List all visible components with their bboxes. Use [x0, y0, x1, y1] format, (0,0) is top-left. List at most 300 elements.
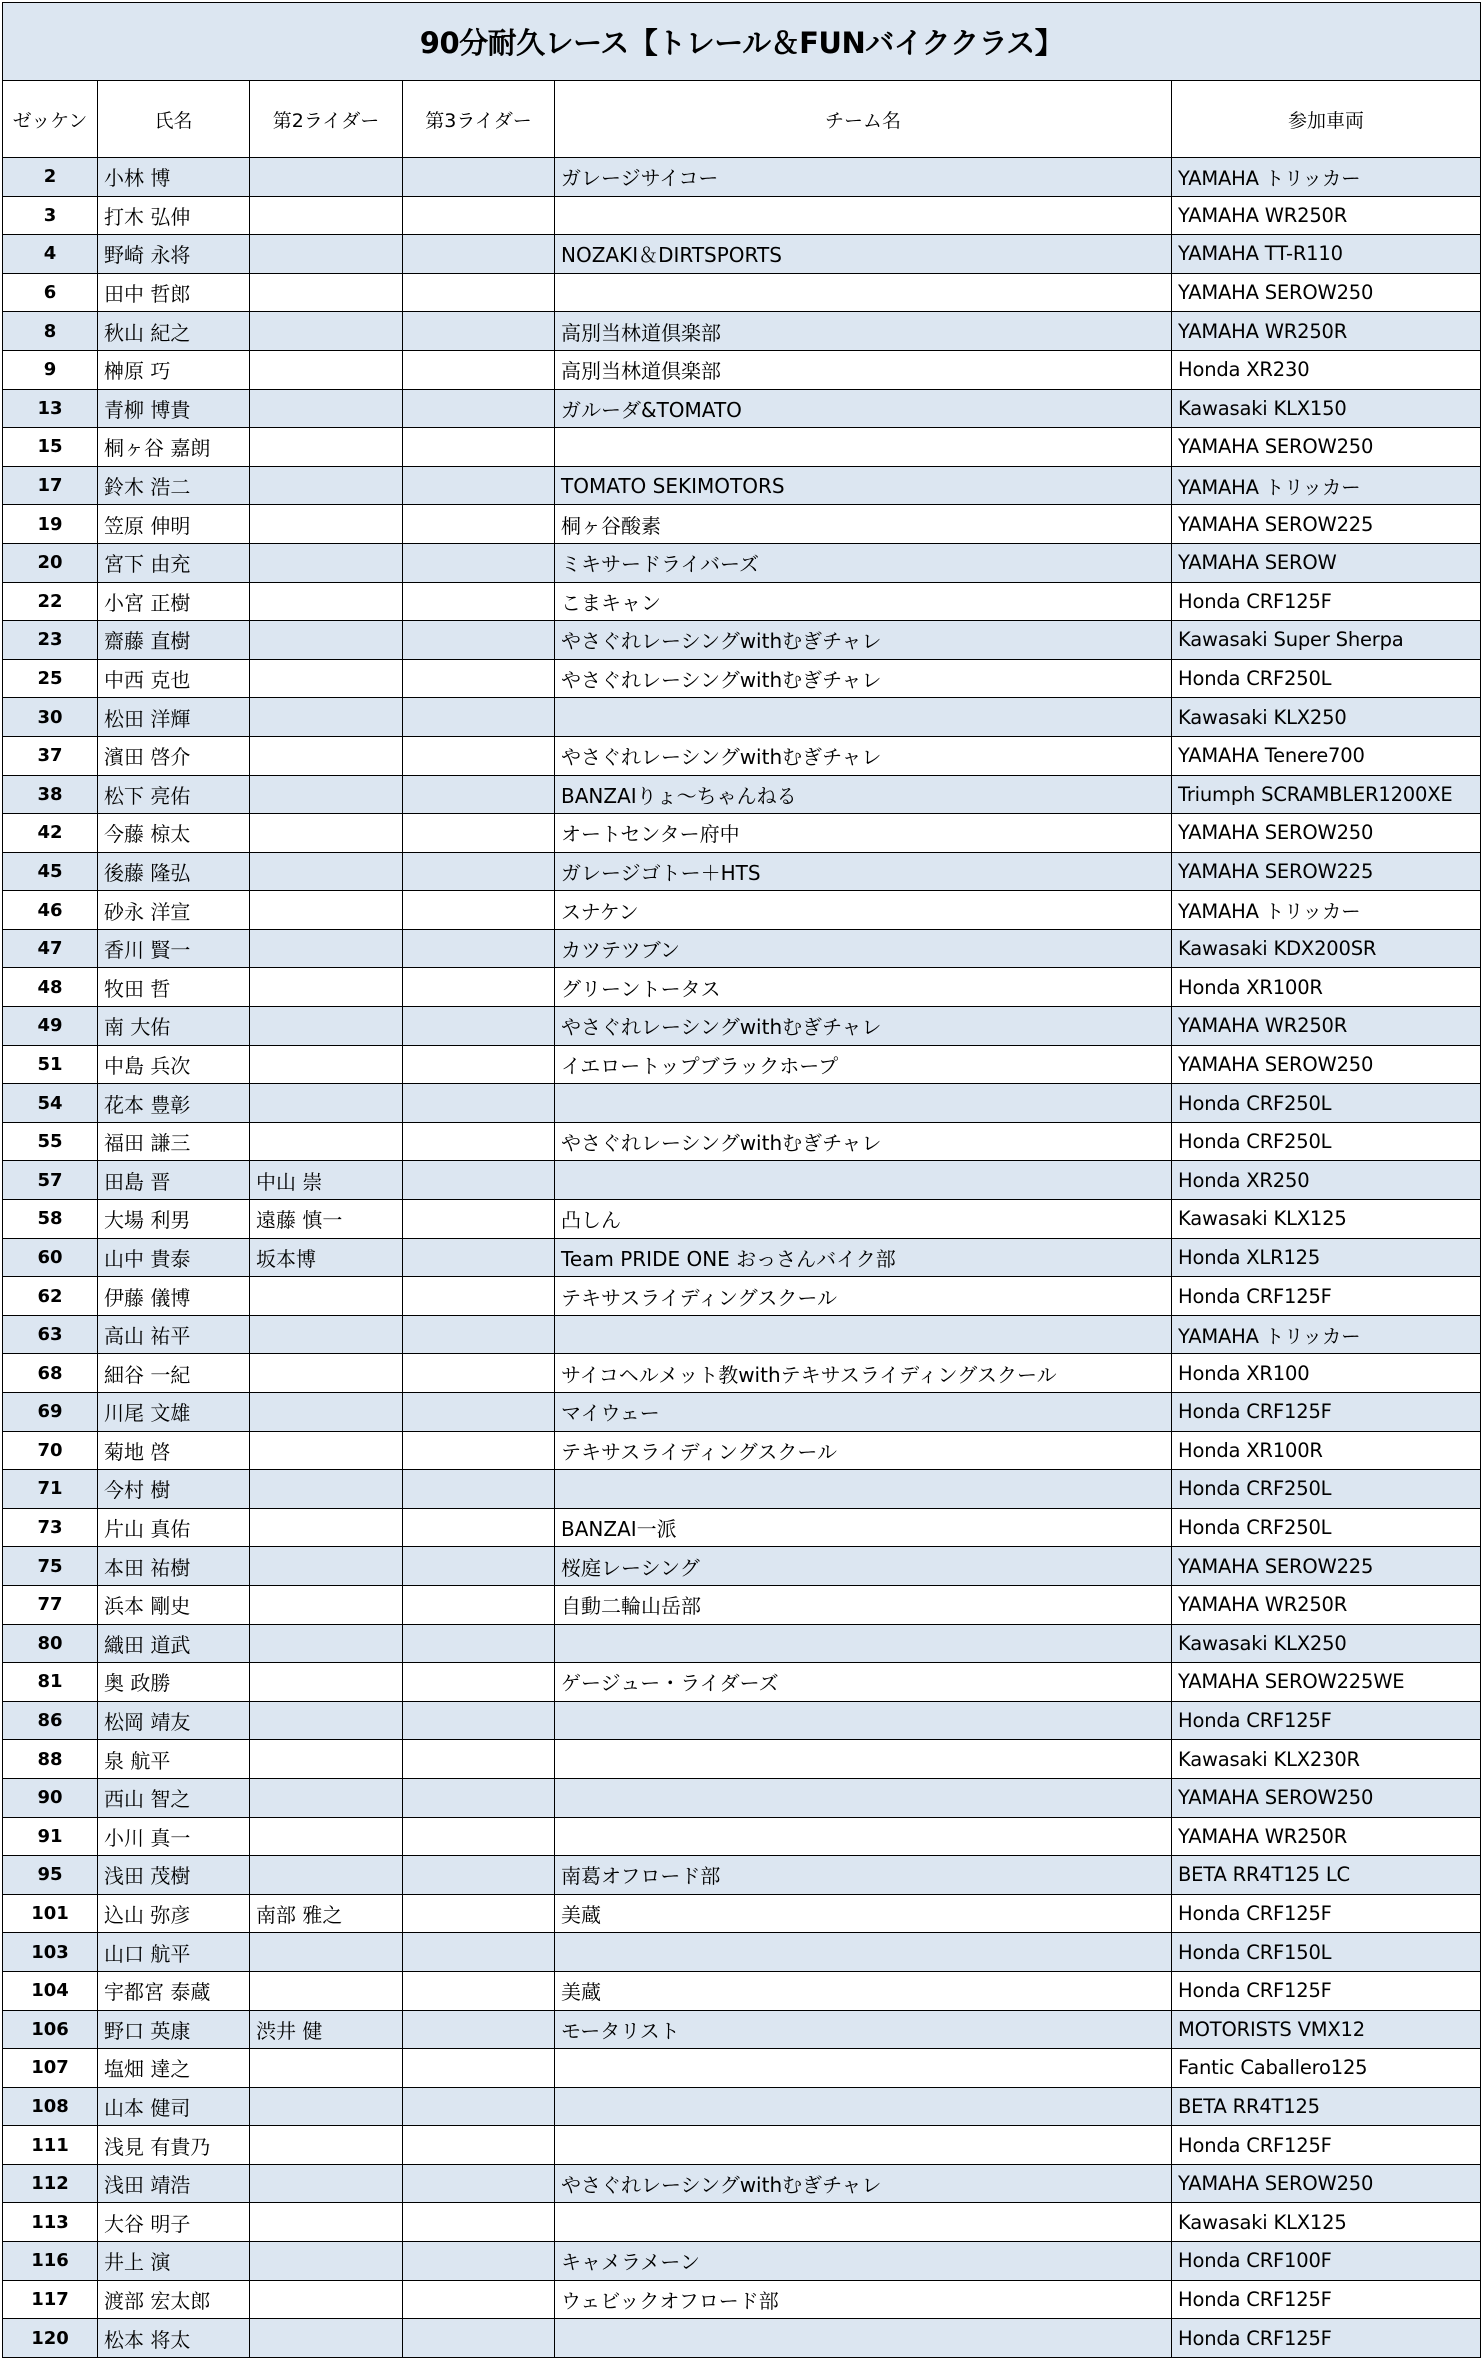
team-name-cell: マイウェー — [555, 1393, 1172, 1432]
bib-number-cell: 9 — [3, 350, 98, 389]
table-row — [3, 2242, 1481, 2281]
team-name-cell: ゲージュー・ライダーズ — [555, 1663, 1172, 1702]
third-rider-cell — [403, 2280, 555, 2319]
bib-number-cell: 117 — [3, 2280, 98, 2319]
second-rider-cell — [250, 196, 403, 235]
team-name-cell — [555, 428, 1172, 467]
team-name-cell — [555, 1817, 1172, 1856]
third-rider-cell — [403, 466, 555, 505]
third-rider-cell — [403, 2164, 555, 2203]
table-row — [3, 1817, 1481, 1856]
bib-number-cell: 108 — [3, 2087, 98, 2126]
rider-name-cell: 齋藤 直樹 — [98, 621, 250, 660]
vehicle-cell: YAMAHA トリッカー — [1172, 158, 1481, 197]
vehicle-cell: Honda CRF125F — [1172, 1971, 1481, 2010]
team-name-cell: 自動二輪山岳部 — [555, 1585, 1172, 1624]
second-rider-cell — [250, 2319, 403, 2358]
team-name-cell — [555, 2126, 1172, 2165]
third-rider-cell — [403, 698, 555, 737]
third-rider-cell — [403, 312, 555, 351]
third-rider-cell — [403, 350, 555, 389]
team-name-cell: やさぐれレーシングwithむぎチャレ — [555, 1122, 1172, 1161]
vehicle-cell: Kawasaki KLX125 — [1172, 2203, 1481, 2242]
second-rider-cell — [250, 1701, 403, 1740]
vehicle-cell: Kawasaki KLX250 — [1172, 1624, 1481, 1663]
team-name-cell — [555, 1470, 1172, 1509]
table-row — [3, 1084, 1481, 1123]
third-rider-cell — [403, 1470, 555, 1509]
vehicle-cell: Honda CRF100F — [1172, 2242, 1481, 2281]
vehicle-cell: YAMAHA SEROW225 — [1172, 1547, 1481, 1586]
vehicle-cell: YAMAHA SEROW225 — [1172, 505, 1481, 544]
rider-name-cell: 小宮 正樹 — [98, 582, 250, 621]
third-rider-cell — [403, 1778, 555, 1817]
rider-name-cell: 浅田 茂樹 — [98, 1856, 250, 1895]
bib-number-cell: 46 — [3, 891, 98, 930]
second-rider-cell — [250, 1547, 403, 1586]
third-rider-cell — [403, 2049, 555, 2088]
bib-number-cell: 70 — [3, 1431, 98, 1470]
second-rider-cell — [250, 1778, 403, 1817]
rider-name-cell: 榊原 巧 — [98, 350, 250, 389]
second-rider-cell — [250, 2164, 403, 2203]
third-rider-cell — [403, 1431, 555, 1470]
rider-name-cell: 本田 祐樹 — [98, 1547, 250, 1586]
team-name-cell: TOMATO SEKIMOTORS — [555, 466, 1172, 505]
third-rider-cell — [403, 736, 555, 775]
team-name-cell: やさぐれレーシングwithむぎチャレ — [555, 736, 1172, 775]
table-row — [3, 1740, 1481, 1779]
third-rider-cell — [403, 582, 555, 621]
table-row — [3, 2049, 1481, 2088]
team-name-cell — [555, 1084, 1172, 1123]
team-name-cell: ガルーダ&TOMATO — [555, 389, 1172, 428]
bib-number-cell: 2 — [3, 158, 98, 197]
team-name-cell: スナケン — [555, 891, 1172, 930]
third-rider-cell — [403, 891, 555, 930]
vehicle-cell: YAMAHA Tenere700 — [1172, 736, 1481, 775]
bib-number-cell: 19 — [3, 505, 98, 544]
second-rider-cell: 渋井 健 — [250, 2010, 403, 2049]
table-row — [3, 1277, 1481, 1316]
second-rider-cell — [250, 1856, 403, 1895]
rider-name-cell: 高山 祐平 — [98, 1315, 250, 1354]
table-row — [3, 2126, 1481, 2165]
vehicle-cell: Honda CRF125F — [1172, 2319, 1481, 2358]
bib-number-cell: 112 — [3, 2164, 98, 2203]
team-name-cell: 高別当林道倶楽部 — [555, 350, 1172, 389]
bib-number-cell: 58 — [3, 1200, 98, 1239]
team-name-cell: ウェビックオフロード部 — [555, 2280, 1172, 2319]
bib-number-cell: 17 — [3, 466, 98, 505]
vehicle-cell: Honda CRF125F — [1172, 2126, 1481, 2165]
vehicle-cell: BETA RR4T125 LC — [1172, 1856, 1481, 1895]
second-rider-cell — [250, 1470, 403, 1509]
bib-number-cell: 3 — [3, 196, 98, 235]
second-rider-cell — [250, 350, 403, 389]
second-rider-cell — [250, 1740, 403, 1779]
second-rider-cell — [250, 1315, 403, 1354]
table-row — [3, 2010, 1481, 2049]
third-rider-cell — [403, 814, 555, 853]
rider-name-cell: 打木 弘伸 — [98, 196, 250, 235]
second-rider-cell — [250, 1354, 403, 1393]
second-rider-cell — [250, 1084, 403, 1123]
vehicle-cell: YAMAHA SEROW250 — [1172, 1778, 1481, 1817]
team-name-cell: 桐ヶ谷酸素 — [555, 505, 1172, 544]
team-name-cell — [555, 196, 1172, 235]
column-header-name: 氏名 — [98, 81, 250, 158]
vehicle-cell: Honda XR100R — [1172, 968, 1481, 1007]
table-row — [3, 1585, 1481, 1624]
bib-number-cell: 15 — [3, 428, 98, 467]
rider-name-cell: 井上 演 — [98, 2242, 250, 2281]
third-rider-cell — [403, 1277, 555, 1316]
third-rider-cell — [403, 1701, 555, 1740]
team-name-cell: NOZAKI＆DIRTSPORTS — [555, 235, 1172, 274]
bib-number-cell: 120 — [3, 2319, 98, 2358]
vehicle-cell: Honda CRF125F — [1172, 1277, 1481, 1316]
vehicle-cell: BETA RR4T125 — [1172, 2087, 1481, 2126]
third-rider-cell — [403, 968, 555, 1007]
rider-name-cell: 南 大佑 — [98, 1007, 250, 1046]
team-name-cell: ミキサードライバーズ — [555, 543, 1172, 582]
team-name-cell: 美蔵 — [555, 1971, 1172, 2010]
third-rider-cell — [403, 1084, 555, 1123]
team-name-cell: カツテツブン — [555, 929, 1172, 968]
third-rider-cell — [403, 1971, 555, 2010]
team-name-cell: 南葛オフロード部 — [555, 1856, 1172, 1895]
table-row — [3, 2164, 1481, 2203]
bib-number-cell: 91 — [3, 1817, 98, 1856]
team-name-cell — [555, 273, 1172, 312]
bib-number-cell: 13 — [3, 389, 98, 428]
table-row — [3, 235, 1481, 274]
second-rider-cell — [250, 1817, 403, 1856]
third-rider-cell — [403, 1161, 555, 1200]
second-rider-cell — [250, 929, 403, 968]
team-name-cell: 凸しん — [555, 1200, 1172, 1239]
second-rider-cell — [250, 736, 403, 775]
bib-number-cell: 63 — [3, 1315, 98, 1354]
team-name-cell — [555, 698, 1172, 737]
vehicle-cell: Honda XR100R — [1172, 1431, 1481, 1470]
vehicle-cell: Kawasaki KLX250 — [1172, 698, 1481, 737]
team-name-cell — [555, 1701, 1172, 1740]
bib-number-cell: 104 — [3, 1971, 98, 2010]
bib-number-cell: 75 — [3, 1547, 98, 1586]
second-rider-cell — [250, 2280, 403, 2319]
entry-list-table — [2, 2, 1481, 2358]
rider-name-cell: 宇都宮 泰蔵 — [98, 1971, 250, 2010]
table-row — [3, 350, 1481, 389]
bib-number-cell: 25 — [3, 659, 98, 698]
rider-name-cell: 野口 英康 — [98, 2010, 250, 2049]
third-rider-cell — [403, 389, 555, 428]
table-row — [3, 891, 1481, 930]
table-row — [3, 1045, 1481, 1084]
bib-number-cell: 60 — [3, 1238, 98, 1277]
team-name-cell: やさぐれレーシングwithむぎチャレ — [555, 1007, 1172, 1046]
team-name-cell — [555, 1161, 1172, 1200]
bib-number-cell: 4 — [3, 235, 98, 274]
vehicle-cell: YAMAHA SEROW250 — [1172, 1045, 1481, 1084]
rider-name-cell: 牧田 哲 — [98, 968, 250, 1007]
rider-name-cell: 伊藤 儀博 — [98, 1277, 250, 1316]
bib-number-cell: 69 — [3, 1393, 98, 1432]
bib-number-cell: 101 — [3, 1894, 98, 1933]
third-rider-cell — [403, 2126, 555, 2165]
third-rider-cell — [403, 1585, 555, 1624]
third-rider-cell — [403, 775, 555, 814]
vehicle-cell: YAMAHA SEROW250 — [1172, 2164, 1481, 2203]
third-rider-cell — [403, 1547, 555, 1586]
team-name-cell: やさぐれレーシングwithむぎチャレ — [555, 621, 1172, 660]
rider-name-cell: 片山 真佑 — [98, 1508, 250, 1547]
bib-number-cell: 62 — [3, 1277, 98, 1316]
rider-name-cell: 浅見 有貴乃 — [98, 2126, 250, 2165]
rider-name-cell: 桐ヶ谷 嘉朗 — [98, 428, 250, 467]
bib-number-cell: 6 — [3, 273, 98, 312]
rider-name-cell: 野崎 永将 — [98, 235, 250, 274]
bib-number-cell: 103 — [3, 1933, 98, 1972]
team-name-cell — [555, 2087, 1172, 2126]
table-row — [3, 273, 1481, 312]
table-row — [3, 1238, 1481, 1277]
table-row — [3, 196, 1481, 235]
second-rider-cell — [250, 775, 403, 814]
table-row — [3, 968, 1481, 1007]
bib-number-cell: 8 — [3, 312, 98, 351]
bib-number-cell: 68 — [3, 1354, 98, 1393]
second-rider-cell — [250, 1971, 403, 2010]
vehicle-cell: YAMAHA WR250R — [1172, 1817, 1481, 1856]
table-row — [3, 1547, 1481, 1586]
rider-name-cell: 浅田 靖浩 — [98, 2164, 250, 2203]
table-row — [3, 659, 1481, 698]
second-rider-cell — [250, 505, 403, 544]
third-rider-cell — [403, 621, 555, 660]
third-rider-cell — [403, 852, 555, 891]
vehicle-cell: Honda CRF125F — [1172, 2280, 1481, 2319]
rider-name-cell: 小川 真一 — [98, 1817, 250, 1856]
team-name-cell: BANZAIりょ～ちゃんねる — [555, 775, 1172, 814]
table-row — [3, 505, 1481, 544]
rider-name-cell: 中島 兵次 — [98, 1045, 250, 1084]
vehicle-cell: Kawasaki KLX150 — [1172, 389, 1481, 428]
bib-number-cell: 47 — [3, 929, 98, 968]
table-row — [3, 1701, 1481, 1740]
rider-name-cell: 松下 亮佑 — [98, 775, 250, 814]
rider-name-cell: 青柳 博貴 — [98, 389, 250, 428]
rider-name-cell: 奥 政勝 — [98, 1663, 250, 1702]
second-rider-cell — [250, 2087, 403, 2126]
table-row — [3, 1161, 1481, 1200]
team-name-cell: やさぐれレーシングwithむぎチャレ — [555, 2164, 1172, 2203]
vehicle-cell: YAMAHA SEROW225WE — [1172, 1663, 1481, 1702]
vehicle-cell: YAMAHA WR250R — [1172, 1585, 1481, 1624]
rider-name-cell: 秋山 紀之 — [98, 312, 250, 351]
table-row — [3, 2319, 1481, 2358]
bib-number-cell: 88 — [3, 1740, 98, 1779]
vehicle-cell: YAMAHA WR250R — [1172, 196, 1481, 235]
rider-name-cell: 花本 豊彰 — [98, 1084, 250, 1123]
bib-number-cell: 90 — [3, 1778, 98, 1817]
team-name-cell: テキサスライディングスクール — [555, 1277, 1172, 1316]
bib-number-cell: 80 — [3, 1624, 98, 1663]
rider-name-cell: 松田 洋輝 — [98, 698, 250, 737]
bib-number-cell: 54 — [3, 1084, 98, 1123]
bib-number-cell: 38 — [3, 775, 98, 814]
table-row — [3, 1007, 1481, 1046]
vehicle-cell: Honda CRF250L — [1172, 1122, 1481, 1161]
bib-number-cell: 49 — [3, 1007, 98, 1046]
table-row — [3, 1894, 1481, 1933]
second-rider-cell — [250, 2203, 403, 2242]
team-name-cell: オートセンター府中 — [555, 814, 1172, 853]
table-row — [3, 2203, 1481, 2242]
table-row — [3, 621, 1481, 660]
third-rider-cell — [403, 2010, 555, 2049]
table-row — [3, 1778, 1481, 1817]
bib-number-cell: 95 — [3, 1856, 98, 1895]
table-row — [3, 1624, 1481, 1663]
second-rider-cell — [250, 428, 403, 467]
second-rider-cell — [250, 1933, 403, 1972]
second-rider-cell — [250, 389, 403, 428]
second-rider-cell — [250, 1045, 403, 1084]
vehicle-cell: YAMAHA SEROW250 — [1172, 814, 1481, 853]
third-rider-cell — [403, 1393, 555, 1432]
second-rider-cell — [250, 1663, 403, 1702]
second-rider-cell — [250, 698, 403, 737]
table-row — [3, 775, 1481, 814]
second-rider-cell — [250, 1007, 403, 1046]
second-rider-cell — [250, 1508, 403, 1547]
rider-name-cell: 香川 賢一 — [98, 929, 250, 968]
vehicle-cell: Honda CRF125F — [1172, 1701, 1481, 1740]
third-rider-cell — [403, 1817, 555, 1856]
vehicle-cell: YAMAHA SEROW250 — [1172, 273, 1481, 312]
vehicle-cell: YAMAHA WR250R — [1172, 1007, 1481, 1046]
third-rider-cell — [403, 1856, 555, 1895]
bib-number-cell: 42 — [3, 814, 98, 853]
second-rider-cell — [250, 1431, 403, 1470]
team-name-cell — [555, 2049, 1172, 2088]
bib-number-cell: 20 — [3, 543, 98, 582]
second-rider-cell — [250, 2126, 403, 2165]
third-rider-cell — [403, 1740, 555, 1779]
column-header-bike: 参加車両 — [1172, 81, 1481, 158]
third-rider-cell — [403, 1238, 555, 1277]
team-name-cell: こまキャン — [555, 582, 1172, 621]
third-rider-cell — [403, 1508, 555, 1547]
vehicle-cell: Kawasaki KLX125 — [1172, 1200, 1481, 1239]
bib-number-cell: 73 — [3, 1508, 98, 1547]
vehicle-cell: Honda CRF250L — [1172, 1084, 1481, 1123]
third-rider-cell — [403, 2087, 555, 2126]
third-rider-cell — [403, 158, 555, 197]
second-rider-cell — [250, 1585, 403, 1624]
team-name-cell — [555, 2203, 1172, 2242]
vehicle-cell: YAMAHA トリッカー — [1172, 466, 1481, 505]
team-name-cell — [555, 1624, 1172, 1663]
third-rider-cell — [403, 235, 555, 274]
team-name-cell — [555, 1740, 1172, 1779]
second-rider-cell: 南部 雅之 — [250, 1894, 403, 1933]
column-header-rider3: 第3ライダー — [403, 81, 555, 158]
vehicle-cell: YAMAHA SEROW225 — [1172, 852, 1481, 891]
rider-name-cell: 大場 利男 — [98, 1200, 250, 1239]
third-rider-cell — [403, 929, 555, 968]
vehicle-cell: Honda XLR125 — [1172, 1238, 1481, 1277]
second-rider-cell — [250, 1122, 403, 1161]
vehicle-cell: Triumph SCRAMBLER1200XE — [1172, 775, 1481, 814]
vehicle-cell: Fantic Caballero125 — [1172, 2049, 1481, 2088]
vehicle-cell: Kawasaki KLX230R — [1172, 1740, 1481, 1779]
team-name-cell: キャメラメーン — [555, 2242, 1172, 2281]
rider-name-cell: 濱田 啓介 — [98, 736, 250, 775]
rider-name-cell: 鈴木 浩二 — [98, 466, 250, 505]
second-rider-cell — [250, 1393, 403, 1432]
rider-name-cell: 福田 謙三 — [98, 1122, 250, 1161]
bib-number-cell: 51 — [3, 1045, 98, 1084]
rider-name-cell: 塩畑 達之 — [98, 2049, 250, 2088]
vehicle-cell: Kawasaki KDX200SR — [1172, 929, 1481, 968]
bib-number-cell: 57 — [3, 1161, 98, 1200]
rider-name-cell: 大谷 明子 — [98, 2203, 250, 2242]
bib-number-cell: 22 — [3, 582, 98, 621]
third-rider-cell — [403, 1007, 555, 1046]
second-rider-cell — [250, 312, 403, 351]
team-name-cell: Team PRIDE ONE おっさんバイク部 — [555, 1238, 1172, 1277]
column-header-team: チーム名 — [555, 81, 1172, 158]
vehicle-cell: YAMAHA SEROW — [1172, 543, 1481, 582]
team-name-cell: サイコヘルメット教withテキサスライディングスクール — [555, 1354, 1172, 1393]
vehicle-cell: YAMAHA WR250R — [1172, 312, 1481, 351]
third-rider-cell — [403, 1045, 555, 1084]
rider-name-cell: 細谷 一紀 — [98, 1354, 250, 1393]
bib-number-cell: 37 — [3, 736, 98, 775]
team-name-cell: やさぐれレーシングwithむぎチャレ — [555, 659, 1172, 698]
bib-number-cell: 113 — [3, 2203, 98, 2242]
second-rider-cell — [250, 621, 403, 660]
rider-name-cell: 田中 哲郎 — [98, 273, 250, 312]
second-rider-cell: 坂本博 — [250, 1238, 403, 1277]
second-rider-cell — [250, 2049, 403, 2088]
third-rider-cell — [403, 273, 555, 312]
second-rider-cell — [250, 273, 403, 312]
team-name-cell: ガレージゴトー＋HTS — [555, 852, 1172, 891]
vehicle-cell: Honda CRF250L — [1172, 659, 1481, 698]
third-rider-cell — [403, 196, 555, 235]
third-rider-cell — [403, 543, 555, 582]
table-row — [3, 698, 1481, 737]
second-rider-cell: 遠藤 慎一 — [250, 1200, 403, 1239]
second-rider-cell — [250, 968, 403, 1007]
second-rider-cell — [250, 1277, 403, 1316]
team-name-cell: 高別当林道倶楽部 — [555, 312, 1172, 351]
rider-name-cell: 今村 樹 — [98, 1470, 250, 1509]
rider-name-cell: 松本 将太 — [98, 2319, 250, 2358]
second-rider-cell — [250, 852, 403, 891]
table-row — [3, 543, 1481, 582]
rider-name-cell: 砂永 洋宣 — [98, 891, 250, 930]
column-header-bib: ゼッケン — [3, 81, 98, 158]
rider-name-cell: 浜本 剛史 — [98, 1585, 250, 1624]
team-name-cell: モータリスト — [555, 2010, 1172, 2049]
rider-name-cell: 泉 航平 — [98, 1740, 250, 1779]
